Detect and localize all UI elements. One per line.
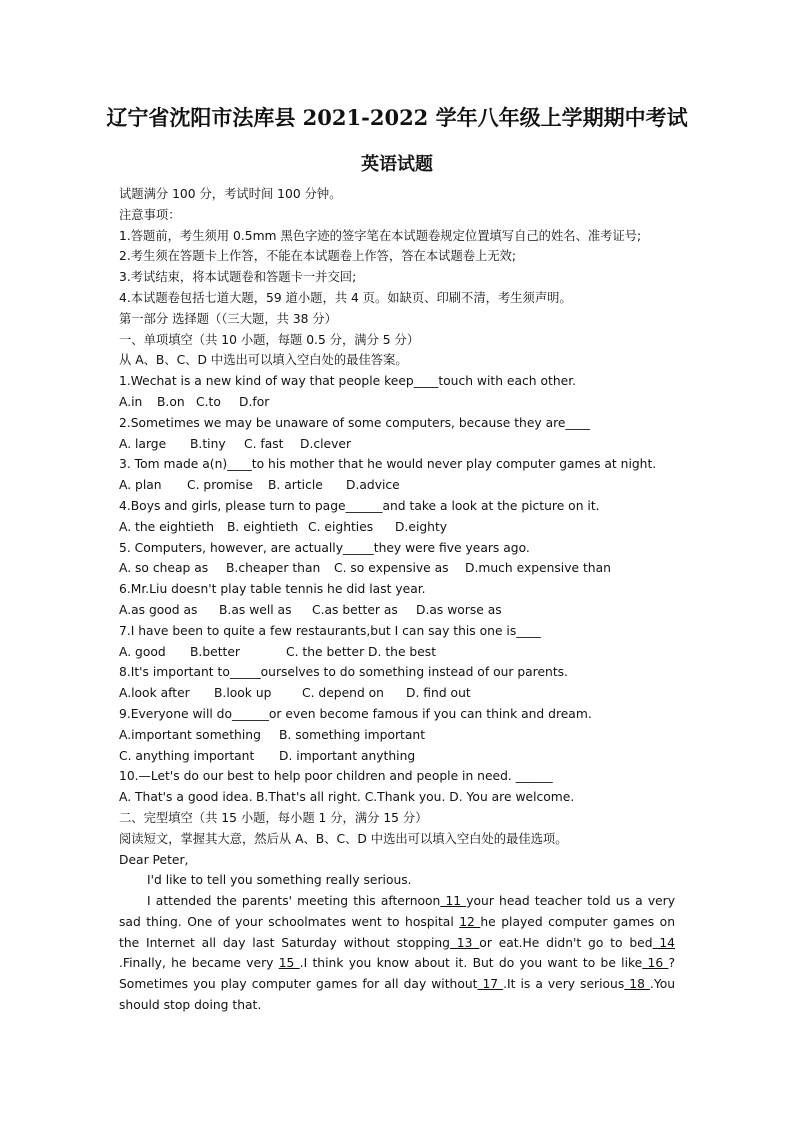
option-b: B.on: [157, 394, 185, 409]
option-c: C. so expensive as: [334, 561, 449, 576]
exam-title: 辽宁省沈阳市法库县 2021-2022 学年八年级上学期期中考试: [106, 105, 688, 130]
option-c: C.as better as: [312, 602, 398, 617]
question-1-stem: 1.Wechat is a new kind of way that people keep____touch with each other.: [119, 374, 577, 389]
question-3-stem: 3. Tom made a(n)____to his mother that he would never play computer games at night.: [119, 457, 657, 472]
blank-13: 13: [449, 935, 480, 950]
exam-page: [106, 100, 688, 1016]
option-a: A. plan: [119, 478, 162, 493]
question-4-stem: 4.Boys and girls, please turn to page______and take a look at the picture on it.: [119, 498, 600, 513]
option-a: A. That's a good idea.: [119, 790, 253, 805]
section1-heading: 一、单项填空（共 10 小题，每题 0.5 分，满分 5 分）: [119, 332, 420, 347]
option-b: B. something important: [279, 727, 426, 742]
option-c: C. depend on: [302, 686, 384, 701]
question-9-options-row2: [119, 746, 675, 767]
note-2: 2.考生须在答题卡上作答，不能在本试题卷上作答，答在本试题卷上无效;: [119, 249, 517, 264]
note-1: 1.答题前，考生须用 0.5mm 黑色字迹的签字笔在本试题卷规定位置填写自己的姓名、准考证号;: [119, 228, 642, 243]
option-b: B.cheaper than: [226, 561, 321, 576]
question-10-options: [119, 787, 675, 808]
option-a: A. so cheap as: [119, 561, 209, 576]
option-a: A.look after: [119, 686, 190, 701]
option-d: D. find out: [406, 686, 471, 701]
letter-paragraph-1: I'd like to tell you something really serious.: [147, 873, 412, 888]
question-6-options: [119, 600, 675, 621]
option-d: D.much expensive than: [465, 561, 611, 576]
option-c-d: C. the better D. the best: [286, 644, 437, 659]
option-d: D.for: [239, 394, 270, 409]
note-4: 4.本试题卷包括七道大题，59 道小题，共 4 页。如缺页、印刷不清，考生须声明。: [119, 290, 572, 305]
section2-instruction: 阅读短文，掌握其大意，然后从 A、B、C、D 中选出可以填入空白处的最佳选项。: [119, 831, 568, 846]
question-10-stem: 10.—Let's do our best to help poor children and people in need. ______: [119, 769, 553, 784]
question-7-stem: 7.I have been to quite a few restaurants,but I can say this one is____: [119, 623, 541, 638]
blank-15: 15: [278, 956, 300, 971]
question-4-options: [119, 517, 675, 538]
option-c: C.to: [196, 394, 221, 409]
option-a: A.important something: [119, 727, 261, 742]
question-2-options: [119, 434, 675, 455]
letter-paragraph-2: [119, 891, 675, 1016]
option-b: B. article: [268, 478, 323, 493]
exam-subtitle: 英语试题: [361, 154, 433, 175]
passage-text: your head teacher told us a very sad thing. One of your schoolmates went to hospital: [119, 894, 675, 929]
option-b: B.look up: [214, 686, 272, 701]
option-d: D.advice: [346, 478, 400, 493]
passage-text: I attended the parents' meeting this afternoon: [147, 894, 441, 909]
question-9-stem: 9.Everyone will do______or even become famous if you can think and dream.: [119, 706, 592, 721]
option-a: A.in: [119, 394, 143, 409]
question-7-options: [119, 642, 675, 663]
option-b: B.better: [190, 644, 240, 659]
passage-text: ? Sometimes you play computer games for all day without: [119, 956, 675, 992]
option-a: A. the eightieth: [119, 519, 215, 534]
blank-14: 14: [652, 935, 676, 950]
option-c: C. promise: [187, 478, 253, 493]
score-time-line: 试题满分 100 分，考试时间 100 分钟。: [119, 187, 342, 201]
question-6-stem: 6.Mr.Liu doesn't play table tennis he did last year.: [119, 582, 426, 597]
option-a: A.as good as: [119, 602, 198, 617]
blank-18: 18: [624, 977, 650, 992]
question-8-stem: 8.It's important to_____ourselves to do something instead of our parents.: [119, 665, 568, 680]
letter-salutation: Dear Peter,: [119, 852, 189, 867]
question-5-stem: 5. Computers, however, are actually_____they were five years ago.: [119, 540, 530, 555]
option-b: B. eightieth: [227, 519, 299, 534]
blank-17: 17: [477, 977, 504, 992]
question-1-options: [119, 392, 675, 413]
option-d: D.eighty: [395, 519, 448, 534]
option-d: D. important anything: [279, 748, 416, 763]
section1-instruction: 从 A、B、C、D 中选出可以填入空白处的最佳答案。: [119, 353, 408, 368]
question-9-options-row1: [119, 725, 675, 746]
question-5-options: [119, 558, 675, 579]
blank-12: 12: [459, 914, 481, 929]
passage-text: .Finally, he became very: [119, 956, 279, 971]
option-d: D.clever: [300, 436, 352, 451]
question-2-stem: 2.Sometimes we may be unaware of some computers, because they are____: [119, 415, 591, 430]
blank-16: 16: [642, 956, 669, 971]
exam-content: [119, 184, 675, 1016]
blank-11: 11: [440, 894, 467, 909]
question-3-options: [119, 475, 675, 496]
option-b: B.tiny: [190, 436, 226, 451]
section2-heading: 二、完型填空（共 15 小题，每小题 1 分，满分 15 分）: [119, 810, 428, 825]
option-c: C. eighties: [308, 519, 374, 534]
part1-heading: 第一部分 选择题（（三大题，共 38 分）: [119, 311, 337, 326]
passage-text: he played computer games on the Internet all day last Saturday without stopping: [119, 914, 675, 950]
passage-text: .You should stop doing that.: [119, 977, 676, 1013]
option-a: A. good: [119, 644, 166, 659]
note-3: 3.考试结束，将本试题卷和答题卡一并交回;: [119, 270, 357, 285]
option-d: D.as worse as: [416, 602, 502, 617]
passage-text: .I think you know about it. But do you want to be like: [299, 956, 643, 971]
question-8-options: [119, 683, 675, 704]
option-b: B.as well as: [219, 602, 292, 617]
option-b-c-d: B.That's all right. C.Thank you. D. You are welcome.: [256, 790, 575, 805]
option-c: C. anything important: [119, 748, 255, 763]
passage-text: or eat.He didn't go to bed: [479, 935, 653, 950]
option-a: A. large: [119, 436, 167, 451]
passage-text: .It is a very serious: [503, 977, 625, 992]
option-c: C. fast: [244, 436, 284, 451]
notes-heading: 注意事项：: [119, 207, 181, 222]
